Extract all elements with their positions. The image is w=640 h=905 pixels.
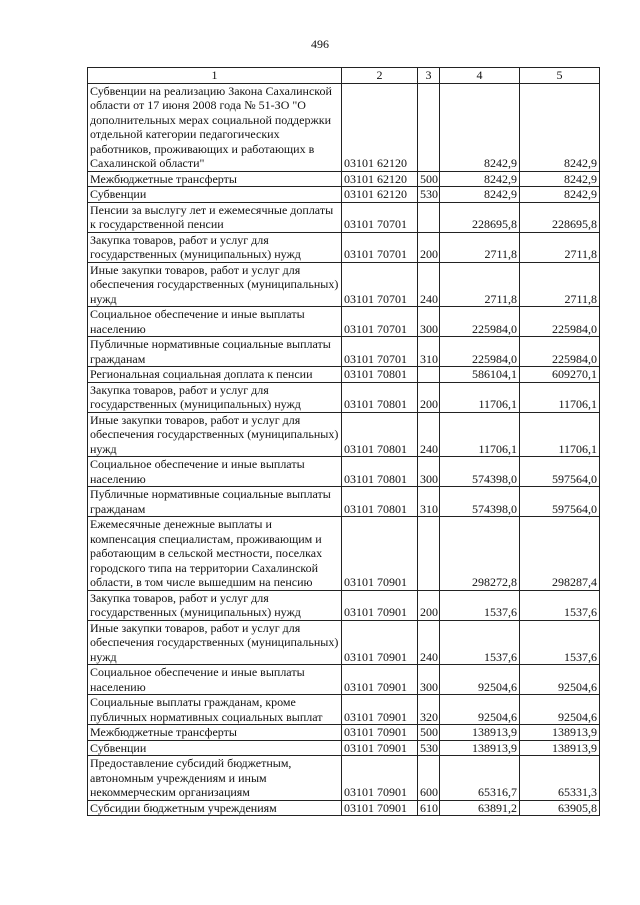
row-code: 03101 70701 (342, 307, 418, 337)
row-expense-type: 500 (418, 171, 440, 187)
row-value-year-2: 1537,6 (520, 590, 600, 620)
row-expense-type: 500 (418, 725, 440, 741)
header-col-4: 4 (440, 68, 520, 84)
table-row (88, 725, 600, 741)
row-value-year-1: 228695,8 (440, 202, 520, 232)
row-description: Иные закупки товаров, работ и услуг для обеспечения государственных (муниципальных) нужд (88, 262, 342, 307)
row-value-year-2: 597564,0 (520, 457, 600, 487)
header-col-5: 5 (520, 68, 600, 84)
row-description: Субвенции (88, 740, 342, 756)
row-value-year-1: 2711,8 (440, 262, 520, 307)
row-code: 03101 70901 (342, 740, 418, 756)
table-row (88, 590, 600, 620)
row-code: 03101 70701 (342, 232, 418, 262)
row-expense-type: 240 (418, 620, 440, 665)
table-row (88, 232, 600, 262)
row-description: Предоставление субсидий бюджетным, автономным учреждениям и иным некоммерческим организациям (88, 756, 342, 801)
row-value-year-2: 92504,6 (520, 665, 600, 695)
row-value-year-1: 138913,9 (440, 725, 520, 741)
row-value-year-1: 298272,8 (440, 517, 520, 591)
row-expense-type (418, 83, 440, 171)
row-expense-type (418, 202, 440, 232)
row-code: 03101 62120 (342, 171, 418, 187)
row-description: Межбюджетные трансферты (88, 171, 342, 187)
row-expense-type: 240 (418, 262, 440, 307)
row-code: 03101 70701 (342, 202, 418, 232)
row-value-year-1: 586104,1 (440, 367, 520, 383)
page-number: 496 (311, 37, 329, 51)
row-code: 03101 70801 (342, 367, 418, 383)
table-row (88, 740, 600, 756)
table-row (88, 171, 600, 187)
row-value-year-2: 2711,8 (520, 262, 600, 307)
row-code: 03101 70701 (342, 337, 418, 367)
row-description: Межбюджетные трансферты (88, 725, 342, 741)
table-row (88, 202, 600, 232)
row-expense-type (418, 367, 440, 383)
row-value-year-1: 138913,9 (440, 740, 520, 756)
row-expense-type: 240 (418, 412, 440, 457)
row-description: Ежемесячные денежные выплаты и компенсация специалистам, проживающим и работающим в сельской местности, поселках городского типа на территории Сахалинской области, в том числе вышедшим на пенсию (88, 517, 342, 591)
row-code: 03101 70901 (342, 665, 418, 695)
row-expense-type: 300 (418, 665, 440, 695)
row-value-year-2: 225984,0 (520, 307, 600, 337)
row-description: Иные закупки товаров, работ и услуг для обеспечения государственных (муниципальных) нужд (88, 412, 342, 457)
row-expense-type: 610 (418, 800, 440, 816)
row-value-year-2: 609270,1 (520, 367, 600, 383)
row-value-year-2: 65331,3 (520, 756, 600, 801)
row-code: 03101 70801 (342, 412, 418, 457)
row-expense-type: 530 (418, 740, 440, 756)
row-code: 03101 70901 (342, 756, 418, 801)
row-expense-type: 530 (418, 187, 440, 203)
row-code: 03101 70701 (342, 262, 418, 307)
row-description: Социальное обеспечение и иные выплаты населению (88, 457, 342, 487)
row-value-year-1: 574398,0 (440, 457, 520, 487)
row-expense-type: 200 (418, 382, 440, 412)
row-description: Публичные нормативные социальные выплаты гражданам (88, 337, 342, 367)
row-value-year-1: 65316,7 (440, 756, 520, 801)
row-description: Субвенции на реализацию Закона Сахалинской области от 17 июня 2008 года № 51-ЗО "О дополнительных мерах социальной поддержки отдельной категории педагогических работников, проживающих и работающих в Сахалинской области" (88, 83, 342, 171)
row-description: Закупка товаров, работ и услуг для государственных (муниципальных) нужд (88, 232, 342, 262)
row-description: Закупка товаров, работ и услуг для государственных (муниципальных) нужд (88, 382, 342, 412)
row-value-year-1: 63891,2 (440, 800, 520, 816)
row-description: Публичные нормативные социальные выплаты гражданам (88, 487, 342, 517)
header-col-1: 1 (88, 68, 342, 84)
header-col-3: 3 (418, 68, 440, 84)
row-code: 03101 70901 (342, 695, 418, 725)
row-value-year-2: 92504,6 (520, 695, 600, 725)
row-value-year-2: 2711,8 (520, 232, 600, 262)
table-row (88, 487, 600, 517)
row-code: 03101 70801 (342, 487, 418, 517)
row-code: 03101 70901 (342, 800, 418, 816)
table-row (88, 382, 600, 412)
row-expense-type: 300 (418, 307, 440, 337)
row-value-year-1: 92504,6 (440, 695, 520, 725)
row-expense-type: 200 (418, 590, 440, 620)
row-expense-type (418, 517, 440, 591)
row-value-year-2: 225984,0 (520, 337, 600, 367)
row-code: 03101 70801 (342, 457, 418, 487)
table-row (88, 187, 600, 203)
row-value-year-2: 8242,9 (520, 171, 600, 187)
row-value-year-1: 574398,0 (440, 487, 520, 517)
row-description: Социальное обеспечение и иные выплаты населению (88, 665, 342, 695)
row-description: Закупка товаров, работ и услуг для государственных (муниципальных) нужд (88, 590, 342, 620)
table-row (88, 517, 600, 591)
table-header-row (88, 68, 600, 84)
row-expense-type: 300 (418, 457, 440, 487)
row-code: 03101 70901 (342, 725, 418, 741)
row-value-year-1: 225984,0 (440, 337, 520, 367)
row-value-year-1: 225984,0 (440, 307, 520, 337)
row-code: 03101 62120 (342, 83, 418, 171)
row-expense-type: 310 (418, 337, 440, 367)
row-value-year-2: 8242,9 (520, 187, 600, 203)
row-expense-type: 200 (418, 232, 440, 262)
row-description: Субвенции (88, 187, 342, 203)
header-col-2: 2 (342, 68, 418, 84)
row-description: Социальное обеспечение и иные выплаты населению (88, 307, 342, 337)
row-value-year-1: 11706,1 (440, 382, 520, 412)
row-value-year-1: 11706,1 (440, 412, 520, 457)
table-row (88, 665, 600, 695)
row-description: Субсидии бюджетным учреждениям (88, 800, 342, 816)
row-value-year-1: 8242,9 (440, 83, 520, 171)
row-value-year-1: 1537,6 (440, 620, 520, 665)
table-row (88, 800, 600, 816)
table-row (88, 620, 600, 665)
row-description: Социальные выплаты гражданам, кроме публичных нормативных социальных выплат (88, 695, 342, 725)
row-code: 03101 70901 (342, 517, 418, 591)
row-description: Региональная социальная доплата к пенсии (88, 367, 342, 383)
row-value-year-2: 11706,1 (520, 412, 600, 457)
row-value-year-2: 138913,9 (520, 725, 600, 741)
row-description: Иные закупки товаров, работ и услуг для обеспечения государственных (муниципальных) нужд (88, 620, 342, 665)
row-value-year-2: 597564,0 (520, 487, 600, 517)
table-row (88, 262, 600, 307)
table-row (88, 307, 600, 337)
row-code: 03101 70901 (342, 620, 418, 665)
row-description: Пенсии за выслугу лет и ежемесячные доплаты к государственной пенсии (88, 202, 342, 232)
row-value-year-1: 1537,6 (440, 590, 520, 620)
table-row (88, 83, 600, 171)
row-value-year-1: 8242,9 (440, 187, 520, 203)
budget-table (87, 67, 600, 816)
row-value-year-2: 8242,9 (520, 83, 600, 171)
row-value-year-1: 8242,9 (440, 171, 520, 187)
table-row (88, 367, 600, 383)
row-code: 03101 70901 (342, 590, 418, 620)
table-row (88, 756, 600, 801)
row-expense-type: 600 (418, 756, 440, 801)
row-expense-type: 320 (418, 695, 440, 725)
row-value-year-2: 63905,8 (520, 800, 600, 816)
row-value-year-2: 11706,1 (520, 382, 600, 412)
row-value-year-1: 2711,8 (440, 232, 520, 262)
row-value-year-2: 1537,6 (520, 620, 600, 665)
row-code: 03101 62120 (342, 187, 418, 203)
row-code: 03101 70801 (342, 382, 418, 412)
row-value-year-2: 298287,4 (520, 517, 600, 591)
table-row (88, 412, 600, 457)
row-expense-type: 310 (418, 487, 440, 517)
row-value-year-2: 138913,9 (520, 740, 600, 756)
table-row (88, 457, 600, 487)
row-value-year-1: 92504,6 (440, 665, 520, 695)
table-row (88, 695, 600, 725)
table-row (88, 337, 600, 367)
row-value-year-2: 228695,8 (520, 202, 600, 232)
